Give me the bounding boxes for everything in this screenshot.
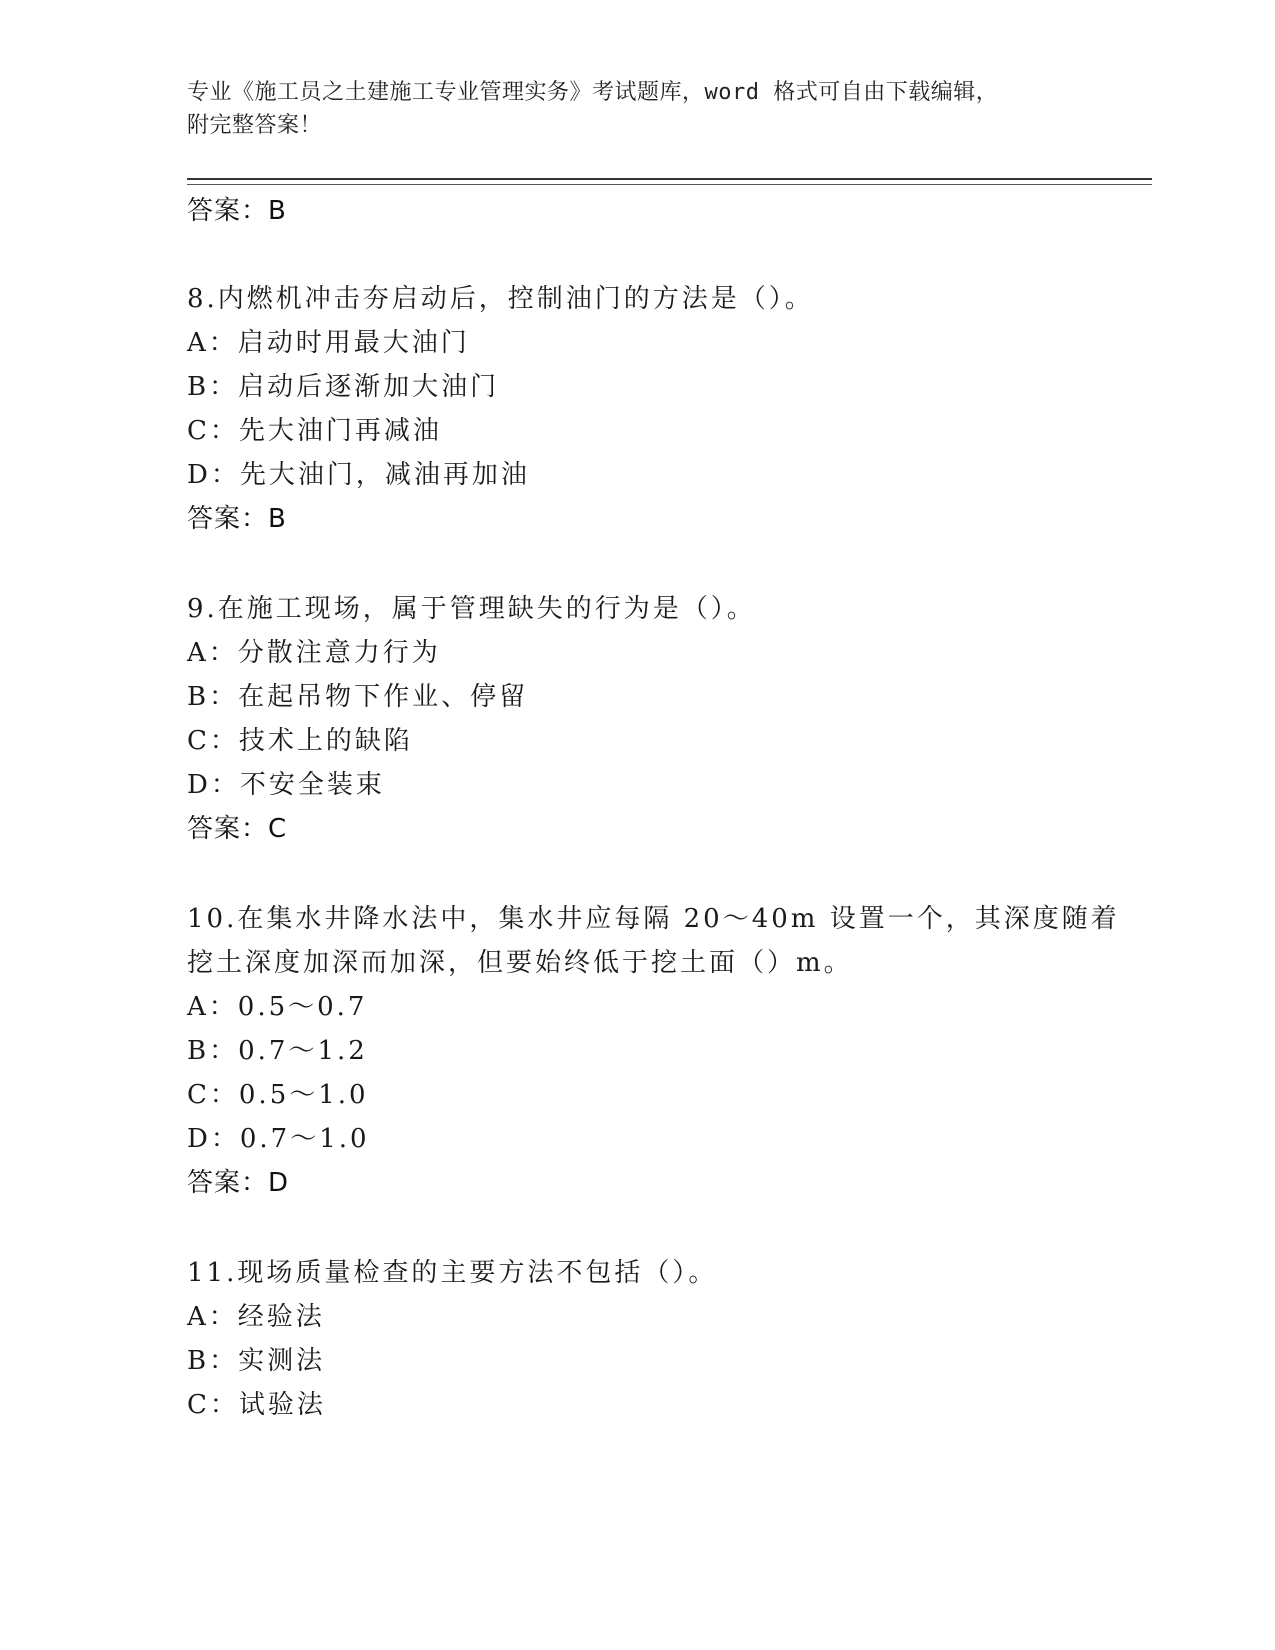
option-c: C：0.5～1.0 — [187, 1080, 369, 1110]
header-line-2: 附完整答案！ — [187, 113, 323, 138]
question-11: 11.现场质量检查的主要方法不包括（）。 — [187, 1258, 718, 1288]
option-d: D：0.7～1.0 — [187, 1124, 370, 1154]
option-a: A：经验法 — [187, 1302, 325, 1332]
document-header — [187, 76, 1087, 142]
header-line-1: 专业《施工员之土建施工专业管理实务》考试题库，word 格式可自由下载编辑， — [187, 80, 999, 105]
option-b: B：0.7～1.2 — [187, 1036, 368, 1066]
header-divider-thin — [187, 184, 1152, 185]
answer-line: 答案：B — [187, 504, 287, 534]
option-b: B：在起吊物下作业、停留 — [187, 682, 529, 712]
question-10-continued: 挖土深度加深而加深，但要始终低于挖土面（）m。 — [187, 948, 853, 978]
option-a: A：0.5～0.7 — [187, 992, 368, 1022]
option-b: B：实测法 — [187, 1346, 326, 1376]
question-10: 10.在集水井降水法中，集水井应每隔 20～40m 设置一个，其深度随着 — [187, 904, 1120, 934]
option-c: C：技术上的缺陷 — [187, 726, 413, 756]
option-a: A：启动时用最大油门 — [187, 328, 470, 358]
option-a: A：分散注意力行为 — [187, 638, 441, 668]
option-d: D：不安全装束 — [187, 770, 385, 800]
option-c: C：试验法 — [187, 1390, 326, 1420]
option-b: B：启动后逐渐加大油门 — [187, 372, 500, 402]
answer-line: 答案：D — [187, 1168, 290, 1198]
answer-line: 答案：B — [187, 196, 287, 226]
option-c: C：先大油门再减油 — [187, 416, 442, 446]
answer-line: 答案：C — [187, 814, 288, 844]
question-8: 8.内燃机冲击夯启动后，控制油门的方法是（）。 — [187, 284, 814, 314]
option-d: D：先大油门，减油再加油 — [187, 460, 530, 490]
header-divider — [187, 178, 1152, 180]
question-9: 9.在施工现场，属于管理缺失的行为是（）。 — [187, 594, 756, 624]
